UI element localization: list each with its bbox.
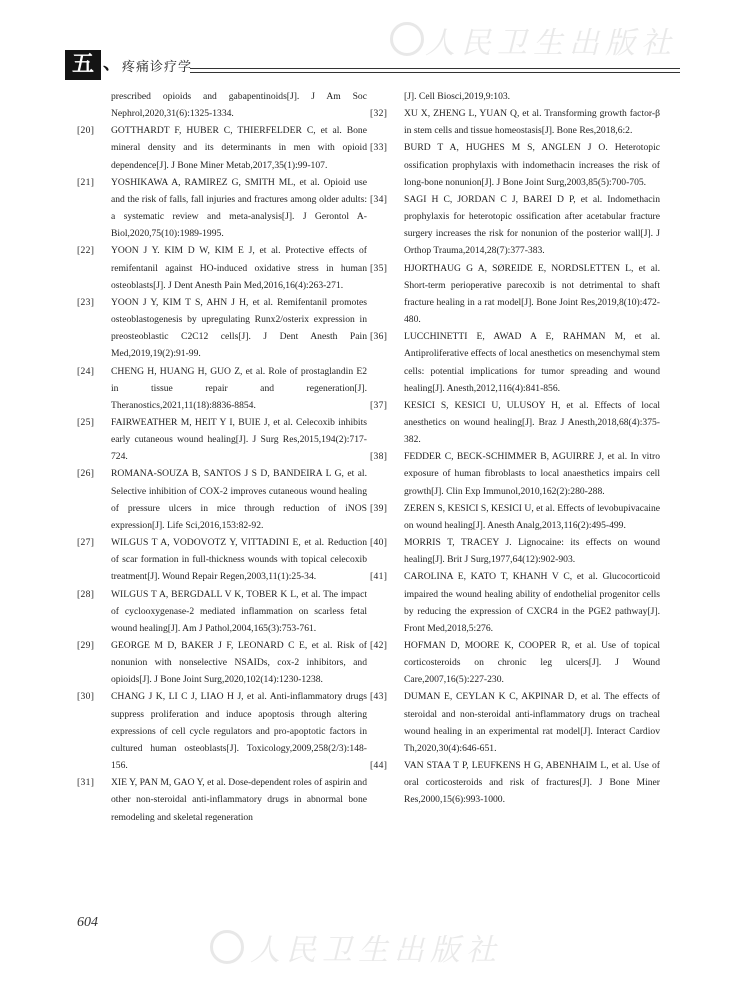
reference-text: HOFMAN D, MOORE K, COOPER R, et al. Use of topical corticosteroids on chronic leg ulcers[J]. J Wound Care,2007,16(5):227-230.	[404, 640, 660, 686]
reference-entry	[370, 105, 660, 139]
reference-entry	[77, 122, 367, 173]
reference-number: [38]	[370, 451, 388, 463]
reference-text: YOSHIKAWA A, RAMIREZ G, SMITH ML, et al. Opioid use and the risk of falls, fall injuries and fractures among older adults: a systematic review and meta-analysis[J]. J Gerontol A-Biol,2020,75(10):1989-1995.	[111, 176, 367, 240]
page-number: 604	[77, 915, 98, 930]
reference-text: CHANG J K, LI C J, LIAO H J, et al. Anti-inflammatory drugs suppress proliferation and induce apoptosis through altering expressions of cell cycle regulators and pro-apoptotic factors in cultured human osteoblasts[J]. Toxicology,2009,258(2/3):148-156.	[111, 691, 367, 772]
reference-number: [44]	[370, 760, 388, 772]
reference-entry	[370, 191, 660, 260]
reference-entry	[370, 260, 660, 329]
reference-text: KESICI S, KESICI U, ULUSOY H, et al. Effects of local anesthetics on wound healing[J]. Braz J Anesth,2018,68(4):375-382.	[404, 399, 660, 446]
reference-entry	[77, 534, 367, 585]
reference-entry	[370, 88, 660, 105]
reference-number: [34]	[370, 193, 388, 205]
reference-text: HJORTHAUG G A, SØREIDE E, NORDSLETTEN L, et al. Short-term perioperative parecoxib is not detrimental to shaft fracture healing in a rat model[J]. Bone Joint Res,2019,8(10):472-480.	[404, 262, 660, 326]
reference-number: [41]	[370, 571, 388, 583]
reference-entry	[77, 363, 367, 414]
watermark-bottom: 人民卫生出版社	[250, 933, 502, 968]
reference-entry	[77, 88, 367, 122]
reference-entry	[370, 757, 660, 808]
reference-number: [37]	[370, 399, 388, 411]
reference-text: WILGUS T A, BERGDALL V K, TOBER K L, et al. The impact of cyclooxygenase-2 mediated inflammation on scarless fetal wound healing[J]. Am J Pathol,2004,165(3):753-761.	[111, 588, 367, 634]
reference-text: SAGI H C, JORDAN C J, BAREI D P, et al. Indomethacin prophylaxis for heterotopic ossification after acetabular fracture surgery increases the risk for nonunion of the posterior wall[J]. J Orthop Trauma,2014,28(7):377-383.	[404, 193, 660, 257]
reference-number: [42]	[370, 640, 388, 651]
reference-entry	[370, 688, 660, 757]
reference-number: [31]	[77, 777, 95, 789]
reference-entry	[77, 637, 367, 688]
chapter-number: 五	[65, 50, 101, 80]
reference-text: CAROLINA E, KATO T, KHANH V C, et al. Glucocorticoid impaired the wound healing ability of endothelial progenitor cells by reducing the expression of CXCR4 in the PGE2 pathway[J]. Front Med,2018,5:276.	[404, 571, 660, 634]
reference-number: [40]	[370, 537, 388, 549]
reference-number: [22]	[77, 245, 95, 257]
reference-entry	[77, 465, 367, 534]
reference-entry	[77, 294, 367, 363]
reference-number: [43]	[370, 691, 388, 703]
reference-entry	[77, 688, 367, 774]
reference-entry	[77, 414, 367, 465]
reference-text: XIE Y, PAN M, GAO Y, et al. Dose-dependent roles of aspirin and other non-steroidal anti-inflammatory drugs in abnormal bone remodeling and skeletal regeneration	[111, 777, 367, 823]
watermark-seal-icon	[210, 930, 244, 964]
reference-entry	[370, 568, 660, 637]
references-left-column	[77, 88, 367, 826]
reference-text: YOON J Y, KIM T S, AHN J H, et al. Remifentanil promotes osteoblastogenesis by upregulating Runx2/osterix expression in preosteoblastic C2C12 cells[J]. J Dent Anesth Pain Med,2019,19(2):91-99.	[111, 296, 367, 360]
reference-entry	[370, 500, 660, 534]
header-rule-secondary	[190, 72, 680, 73]
reference-number: [26]	[77, 468, 95, 480]
reference-number: [28]	[77, 588, 95, 600]
reference-entry	[370, 139, 660, 190]
reference-text: DUMAN E, CEYLAN K C, AKPINAR D, et al. The effects of steroidal and non-steroidal anti-inflammatory drugs on tracheal wound healing in an experimental rat model[J]. Interact Cardiov Th,2020,30(4):646-651.	[404, 691, 660, 754]
reference-number: [23]	[77, 296, 95, 308]
reference-entry	[77, 174, 367, 243]
watermark-top: 人民卫生出版社	[425, 26, 677, 61]
header-rule	[190, 68, 680, 69]
reference-text: LUCCHINETTI E, AWAD A E, RAHMAN M, et al. Antiproliferative effects of local anesthetics on mesenchymal stem cells: potential implications for tumor spreading and wound healing[J]. Anesth,2012,116(4):841-856.	[404, 331, 660, 394]
reference-number: [24]	[77, 365, 95, 377]
watermark-seal-icon	[390, 22, 424, 56]
reference-entry	[370, 397, 660, 448]
reference-entry	[77, 774, 367, 825]
reference-number: [30]	[77, 691, 95, 703]
reference-number: [33]	[370, 142, 388, 154]
reference-text: [J]. Cell Biosci,2019,9:103.	[404, 91, 511, 102]
reference-entry	[77, 586, 367, 637]
reference-number: [20]	[77, 125, 95, 137]
reference-entry	[370, 448, 660, 499]
reference-number: [35]	[370, 262, 388, 274]
chapter-mark: 、	[103, 53, 121, 74]
reference-entry	[370, 534, 660, 568]
reference-entry	[77, 242, 367, 293]
reference-number: [32]	[370, 108, 388, 120]
book-title: 疼痛诊疗学	[122, 60, 193, 75]
reference-text: VAN STAA T P, LEUFKENS H G, ABENHAIM L, et al. Use of oral corticosteroids and risk of fractures[J]. J Bone Miner Res,2000,15(6):993-1000.	[404, 760, 660, 806]
reference-entry	[370, 328, 660, 397]
reference-number: [25]	[77, 416, 95, 428]
reference-text: BURD T A, HUGHES M S, ANGLEN J O. Heterotopic ossification prophylaxis with indomethacin increases the risk of long-bone nonunion[J]. J Bone Joint Surg,2003,85(5):700-705.	[404, 142, 660, 188]
reference-number: [21]	[77, 176, 95, 188]
reference-number: [29]	[77, 640, 95, 651]
reference-entry	[370, 637, 660, 688]
reference-number: [36]	[370, 331, 388, 343]
reference-text: WILGUS T A, VODOVOTZ Y, VITTADINI E, et al. Reduction of scar formation in full-thickness wounds with topical celecoxib treatment[J]. Wound Repair Regen,2003,11(1):25-34.	[111, 537, 367, 583]
reference-number: [39]	[370, 502, 388, 514]
reference-text: prescribed opioids and gabapentinoids[J]. J Am Soc Nephrol,2020,31(6):1325-1334.	[111, 91, 367, 120]
reference-text: ROMANA-SOUZA B, SANTOS J S D, BANDEIRA L G, et al. Selective inhibition of COX-2 improves cutaneous wound healing of pressure ulcers in mice through reduction of iNOS expression[J]. Life Sci,2016,153:82-92.	[111, 468, 367, 531]
reference-text: MORRIS T, TRACEY J. Lignocaine: its effects on wound healing[J]. Brit J Surg,1977,64(12):902-903.	[404, 537, 660, 566]
reference-text: FAIRWEATHER M, HEIT Y I, BUIE J, et al. Celecoxib inhibits early cutaneous wound healing[J]. J Surg Res,2015,194(2):717-724.	[111, 416, 367, 463]
reference-text: YOON J Y. KIM D W, KIM E J, et al. Protective effects of remifentanil against HO-induced oxidative stress in human osteoblasts[J]. J Dent Anesth Pain Med,2016,16(4):263-271.	[111, 245, 367, 291]
reference-text: GOTTHARDT F, HUBER C, THIERFELDER C, et al. Bone mineral density and its determinants in men with opioid dependence[J]. J Bone Miner Metab,2017,35(1):99-107.	[111, 125, 367, 171]
reference-number: [27]	[77, 537, 95, 549]
page-header	[0, 0, 730, 80]
reference-text: CHENG H, HUANG H, GUO Z, et al. Role of prostaglandin E2 in tissue repair and regeneration[J]. Theranostics,2021,11(18):8836-8854.	[111, 365, 367, 411]
reference-text: GEORGE M D, BAKER J F, LEONARD C E, et al. Risk of nonunion with nonselective NSAIDs, cox-2 inhibitors, and opioids[J]. J Bone Joint Surg,2020,102(14):1230-1238.	[111, 640, 367, 686]
reference-text: XU X, ZHENG L, YUAN Q, et al. Transforming growth factor-β in stem cells and tissue homeostasis[J]. Bone Res,2018,6:2.	[404, 108, 660, 137]
reference-text: FEDDER C, BECK-SCHIMMER B, AGUIRRE J, et al. In vitro exposure of human fibroblasts to local anaesthetics impairs cell growth[J]. Clin Exp Immunol,2010,162(2):280-288.	[404, 451, 660, 497]
references-right-column	[370, 88, 660, 809]
reference-text: ZEREN S, KESICI S, KESICI U, et al. Effects of levobupivacaine on wound healing[J]. Anesth Analg,2013,116(2):495-499.	[404, 502, 660, 531]
